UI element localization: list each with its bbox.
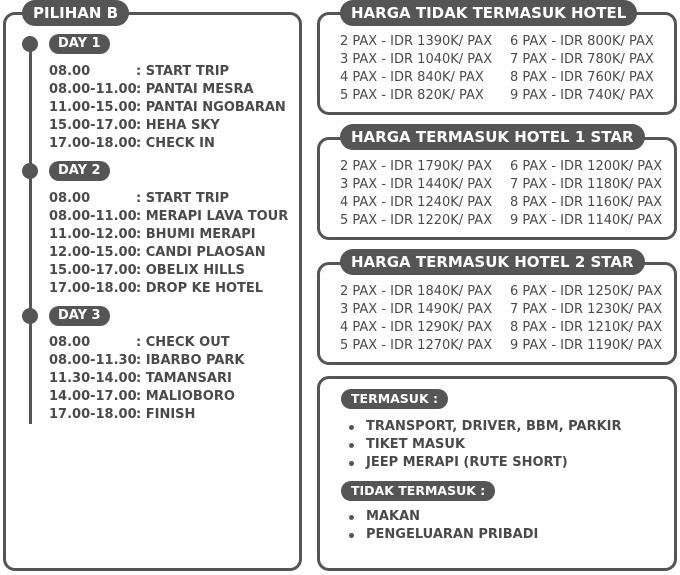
schedule-row (49, 262, 294, 280)
list-item (347, 508, 538, 526)
price-cell: 7 PAX - IDR 1180K/ PAX (510, 177, 663, 192)
schedule-row (49, 226, 294, 244)
schedule-row (49, 244, 294, 262)
price-row (340, 87, 670, 105)
schedule-activity: : DROP KE HOTEL (136, 281, 264, 296)
price-cell: 8 PAX - IDR 1160K/ PAX (510, 195, 663, 210)
price-cell: 3 PAX - IDR 1040K/ PAX (340, 52, 493, 67)
list-item-text: JEEP MERAPI (RUTE SHORT) (366, 455, 568, 470)
schedule-row (49, 406, 294, 424)
schedule-row (49, 190, 294, 208)
price-row (340, 158, 670, 176)
price-cell: 7 PAX - IDR 780K/ PAX (510, 52, 654, 67)
price-cell: 3 PAX - IDR 1490K/ PAX (340, 302, 493, 317)
bullet-icon (349, 461, 354, 466)
price-row (340, 301, 670, 319)
schedule-time: 08.00 (49, 64, 91, 79)
list-item-text: TRANSPORT, DRIVER, BBM, PARKIR (366, 419, 622, 434)
schedule-row (49, 81, 294, 99)
list-item-text: MAKAN (366, 509, 421, 524)
price-row (340, 194, 670, 212)
schedule-time: 08.00 (49, 191, 91, 206)
price-list (340, 283, 670, 355)
price-cell: 4 PAX - IDR 1290K/ PAX (340, 320, 493, 335)
timeline-line (29, 44, 32, 424)
schedule-time: 11.30-14.00 (49, 371, 137, 386)
schedule-activity: : START TRIP (136, 191, 230, 206)
price-cell: 7 PAX - IDR 1230K/ PAX (510, 302, 663, 317)
timeline-dot (22, 36, 38, 52)
list-item (347, 436, 622, 454)
schedule-activity: : MALIOBORO (136, 389, 235, 404)
price-cell: 9 PAX - IDR 1140K/ PAX (510, 213, 663, 228)
price-row (340, 337, 670, 355)
price-row (340, 319, 670, 337)
price-cell: 2 PAX - IDR 1790K/ PAX (340, 159, 493, 174)
list-item (347, 526, 538, 544)
price-cell: 2 PAX - IDR 1390K/ PAX (340, 34, 493, 49)
price-row (340, 69, 670, 87)
schedule-row (49, 352, 294, 370)
schedule-activity: : CHECK OUT (136, 335, 230, 350)
day-2-badge: DAY 2 (49, 161, 110, 181)
schedule-time: 15.00-17.00 (49, 263, 137, 278)
schedule-time: 17.00-18.00 (49, 136, 137, 151)
itinerary-title: PILIHAN B (22, 0, 129, 26)
tidak-termasuk-badge: TIDAK TERMASUK : (341, 481, 495, 501)
schedule-time: 15.00-17.00 (49, 118, 137, 133)
price-cell: 6 PAX - IDR 800K/ PAX (510, 34, 654, 49)
schedule-activity: : CANDI PLAOSAN (136, 245, 266, 260)
bullet-icon (349, 533, 354, 538)
bullet-icon (349, 443, 354, 448)
schedule-activity: : HEHA SKY (136, 118, 220, 133)
schedule-time: 11.00-15.00 (49, 100, 137, 115)
price-box-title: HARGA TERMASUK HOTEL 2 STAR (340, 249, 645, 275)
schedule-time: 12.00-15.00 (49, 245, 137, 260)
schedule-row (49, 99, 294, 117)
price-cell: 6 PAX - IDR 1250K/ PAX (510, 284, 663, 299)
bullet-icon (349, 425, 354, 430)
schedule-activity: : MERAPI LAVA TOUR (136, 209, 289, 224)
schedule-time: 14.00-17.00 (49, 389, 137, 404)
price-list (340, 158, 670, 230)
price-box-title: HARGA TERMASUK HOTEL 1 STAR (340, 124, 645, 150)
day-1-schedule (49, 63, 294, 153)
price-cell: 9 PAX - IDR 1190K/ PAX (510, 338, 663, 353)
price-row (340, 212, 670, 230)
day-2-schedule (49, 190, 294, 298)
schedule-time: 17.00-18.00 (49, 281, 137, 296)
price-cell: 5 PAX - IDR 1220K/ PAX (340, 213, 493, 228)
schedule-activity: : BHUMI MERAPI (136, 227, 256, 242)
price-cell: 6 PAX - IDR 1200K/ PAX (510, 159, 663, 174)
price-row (340, 176, 670, 194)
list-item (347, 454, 622, 472)
schedule-activity: : IBARBO PARK (136, 353, 245, 368)
tidak-termasuk-list (347, 508, 538, 544)
timeline-dot (22, 308, 38, 324)
schedule-activity: : FINISH (136, 407, 196, 422)
schedule-row (49, 388, 294, 406)
day-3-badge: DAY 3 (49, 306, 110, 326)
schedule-time: 08.00-11.00 (49, 209, 137, 224)
schedule-row (49, 280, 294, 298)
schedule-activity: : PANTAI NGOBARAN (136, 100, 286, 115)
schedule-row (49, 135, 294, 153)
schedule-activity: : START TRIP (136, 64, 230, 79)
schedule-time: 08.00-11.00 (49, 82, 137, 97)
list-item-text: TIKET MASUK (366, 437, 466, 452)
schedule-row (49, 208, 294, 226)
timeline-dot (22, 163, 38, 179)
day-3-schedule (49, 334, 294, 424)
schedule-time: 11.00-12.00 (49, 227, 137, 242)
schedule-activity: : PANTAI MESRA (136, 82, 254, 97)
price-cell: 4 PAX - IDR 840K/ PAX (340, 70, 484, 85)
price-cell: 5 PAX - IDR 1270K/ PAX (340, 338, 493, 353)
termasuk-badge: TERMASUK : (341, 389, 448, 409)
schedule-time: 08.00 (49, 335, 91, 350)
price-cell: 8 PAX - IDR 760K/ PAX (510, 70, 654, 85)
bullet-icon (349, 515, 354, 520)
schedule-time: 17.00-18.00 (49, 407, 137, 422)
list-item (347, 418, 622, 436)
schedule-row (49, 334, 294, 352)
price-cell: 9 PAX - IDR 740K/ PAX (510, 88, 654, 103)
price-row (340, 51, 670, 69)
schedule-activity: : CHECK IN (136, 136, 215, 151)
price-list (340, 33, 670, 105)
schedule-time: 08.00-11.30 (49, 353, 137, 368)
day-1-badge: DAY 1 (49, 34, 110, 54)
termasuk-list (347, 418, 622, 472)
price-box-title: HARGA TIDAK TERMASUK HOTEL (340, 0, 637, 26)
schedule-row (49, 117, 294, 135)
price-cell: 5 PAX - IDR 820K/ PAX (340, 88, 484, 103)
price-cell: 4 PAX - IDR 1240K/ PAX (340, 195, 493, 210)
schedule-activity: : TAMANSARI (136, 371, 232, 386)
price-cell: 8 PAX - IDR 1210K/ PAX (510, 320, 663, 335)
schedule-row (49, 63, 294, 81)
price-cell: 3 PAX - IDR 1440K/ PAX (340, 177, 493, 192)
schedule-activity: : OBELIX HILLS (136, 263, 245, 278)
price-cell: 2 PAX - IDR 1840K/ PAX (340, 284, 493, 299)
price-row (340, 33, 670, 51)
price-row (340, 283, 670, 301)
list-item-text: PENGELUARAN PRIBADI (366, 527, 539, 542)
schedule-row (49, 370, 294, 388)
